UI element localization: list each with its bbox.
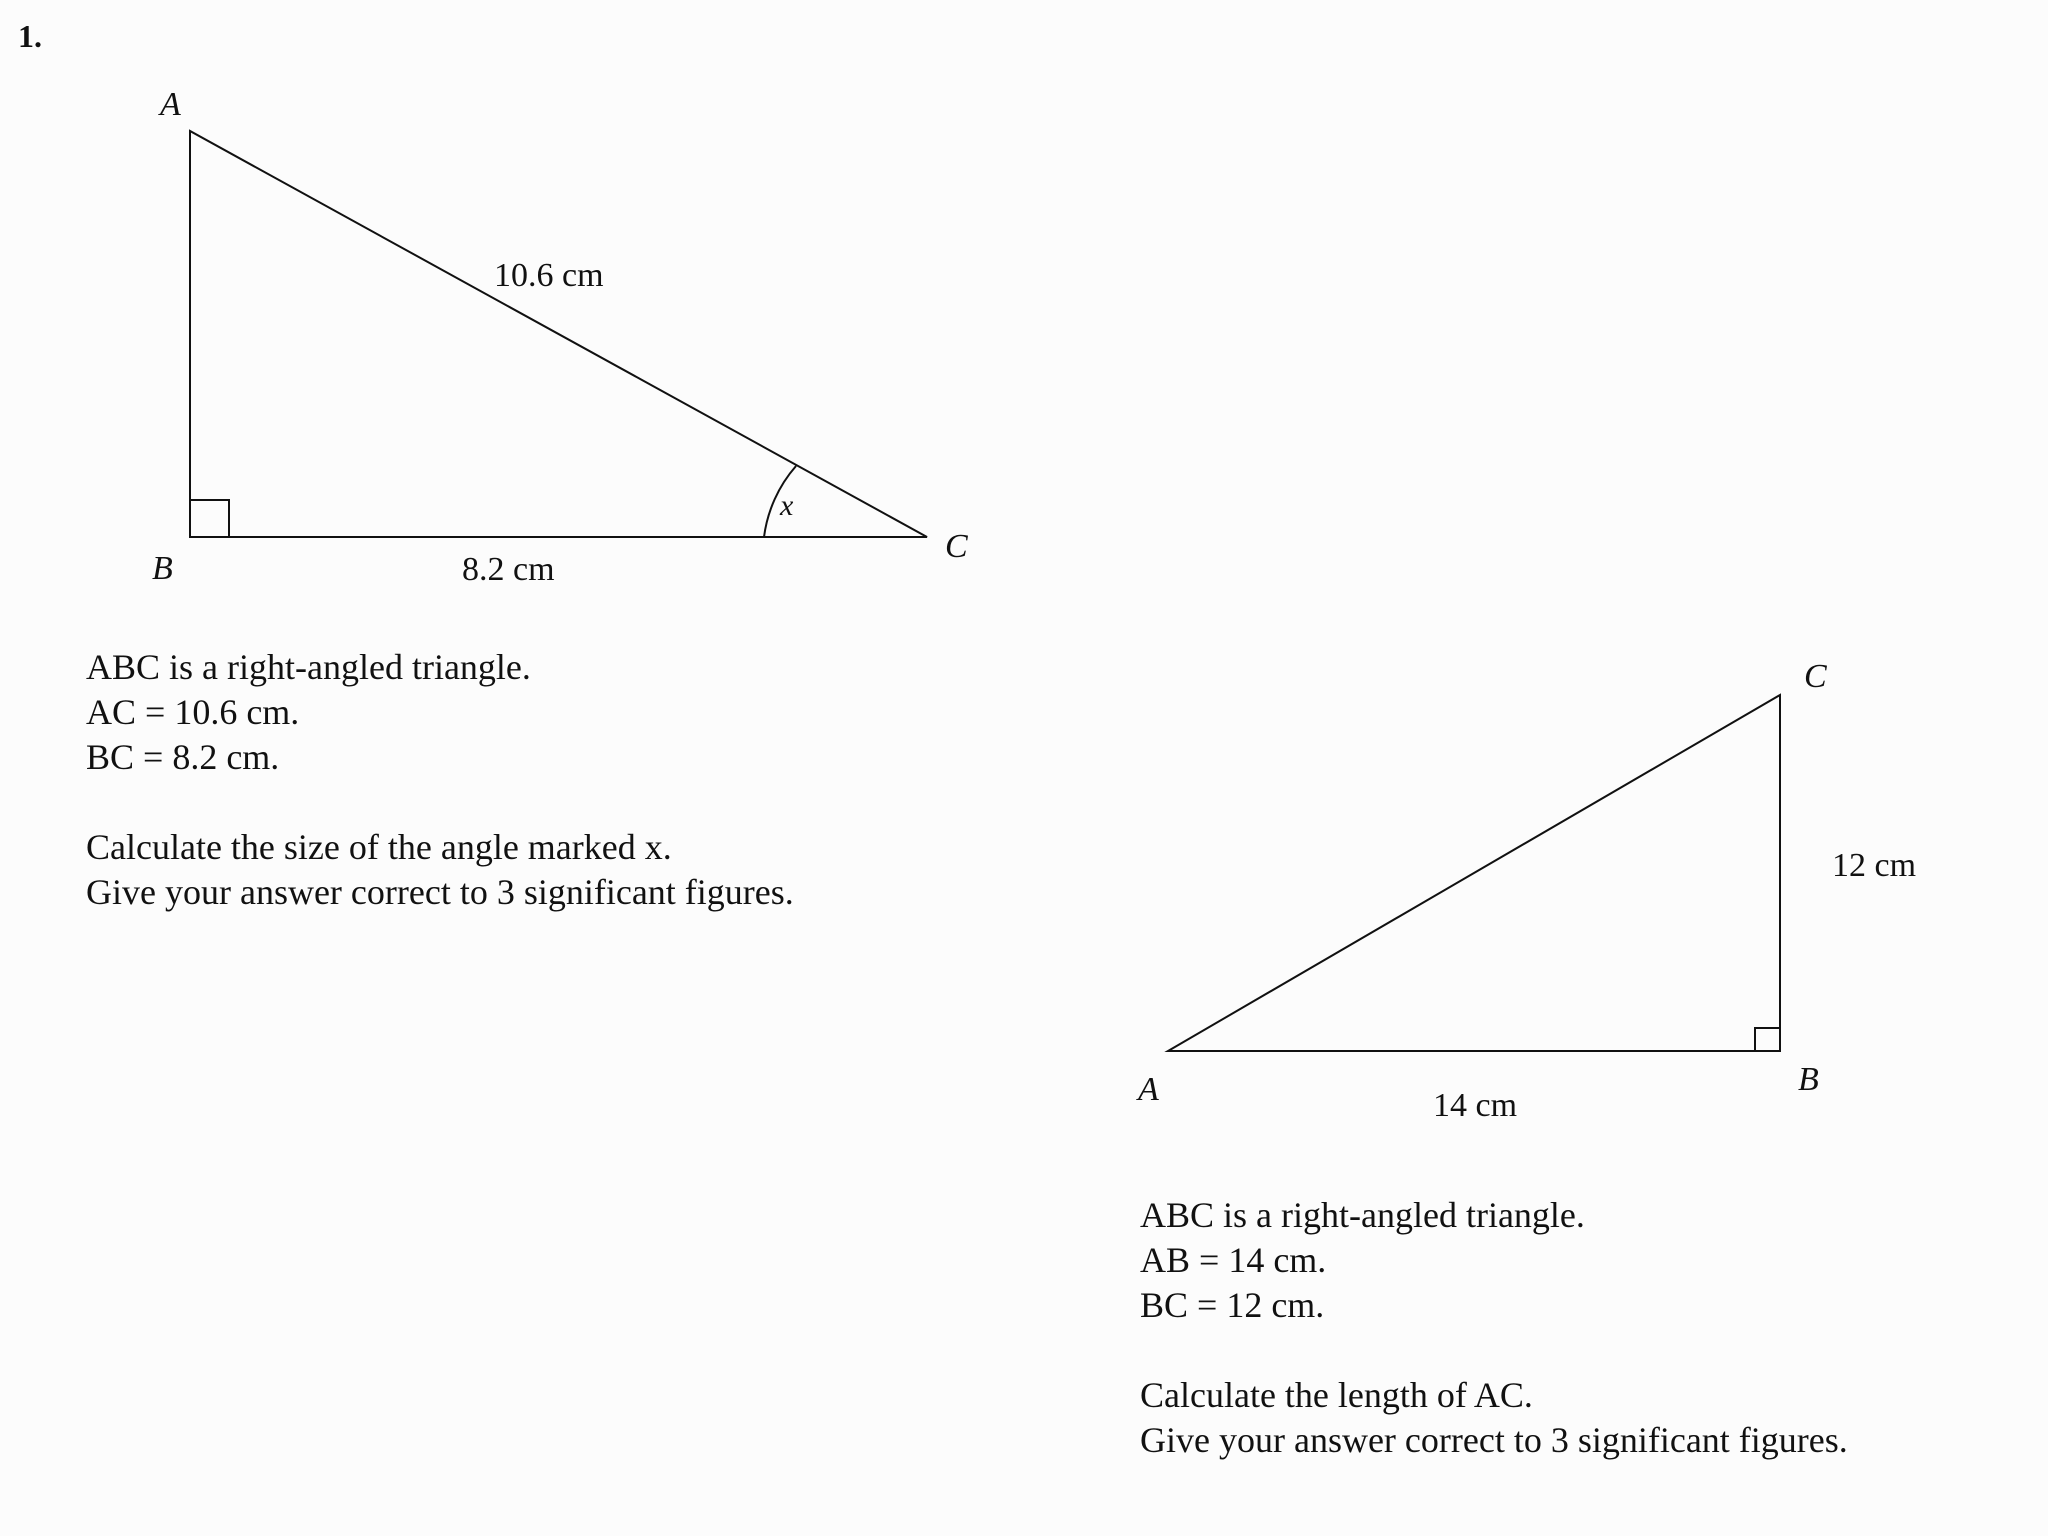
instruction-line-2: Give your answer correct to 3 significant figures. (86, 872, 794, 912)
vertex-label-c-2: C (1804, 658, 1827, 695)
hypotenuse-length-label: 10.6 cm (494, 257, 604, 294)
triangle-2-outline (1168, 695, 1780, 1051)
instruction-line-1: Calculate the length of AC. (1140, 1375, 1533, 1415)
statement-line-1: ABC is a right-angled triangle. (1140, 1195, 1585, 1235)
question-1a-text (86, 645, 794, 915)
vertex-label-a-1: A (160, 86, 181, 123)
statement-line-2: AB = 14 cm. (1140, 1240, 1327, 1280)
right-angle-marker-2 (1755, 1028, 1780, 1051)
side-length-label-2: 12 cm (1832, 847, 1917, 884)
vertex-label-b-2: B (1798, 1061, 1819, 1098)
right-angle-marker-1 (190, 500, 229, 537)
spacer (86, 780, 794, 825)
instruction-line-2: Give your answer correct to 3 significant figures. (1140, 1420, 1848, 1460)
statement-line-3: BC = 12 cm. (1140, 1285, 1325, 1325)
vertex-label-c-1: C (945, 528, 968, 565)
instruction-line-1: Calculate the size of the angle marked x. (86, 827, 672, 867)
vertex-label-a-2: A (1138, 1071, 1159, 1108)
base-length-label-1: 8.2 cm (462, 551, 555, 588)
statement-line-1: ABC is a right-angled triangle. (86, 647, 531, 687)
triangle-1-outline (190, 131, 927, 537)
triangle-figure-1 (152, 86, 968, 588)
base-length-label-2: 14 cm (1433, 1087, 1518, 1124)
spacer (1140, 1328, 1848, 1373)
question-number: 1. (18, 18, 42, 54)
statement-line-2: AC = 10.6 cm. (86, 692, 300, 732)
question-1b-text (1140, 1193, 1848, 1463)
vertex-label-b-1: B (152, 550, 173, 587)
triangle-figure-2 (1136, 658, 1916, 1124)
statement-line-3: BC = 8.2 cm. (86, 737, 280, 777)
angle-label-x: x (780, 489, 794, 522)
